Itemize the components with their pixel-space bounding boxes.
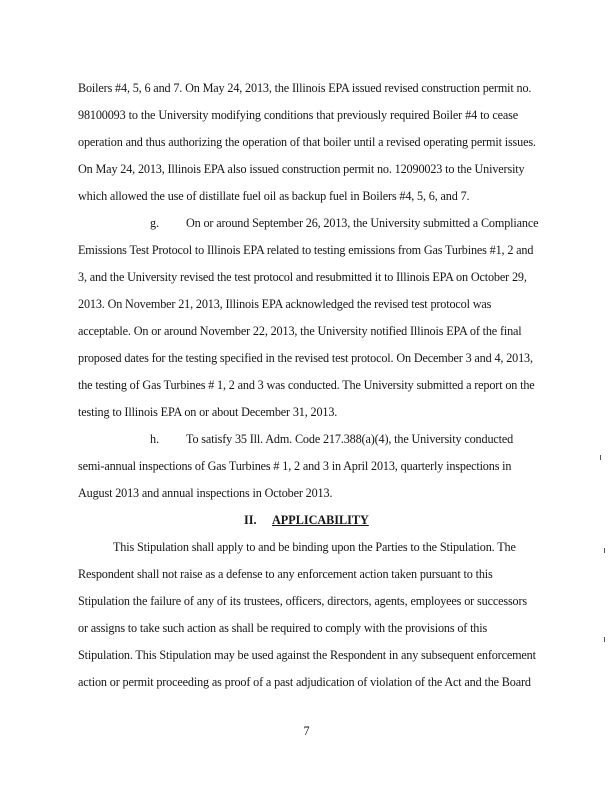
text-line: Stipulation the failure of any of its trustees, officers, directors, agents, employees or successors: [78, 594, 527, 608]
text-line: operation and thus authorizing the operation of that boiler until a revised operating permit issues.: [78, 135, 536, 149]
text-line: acceptable. On or around November 22, 2013, the University notified Illinois EPA of the final: [78, 324, 522, 338]
text-line: Respondent shall not raise as a defense to any enforcement action taken pursuant to this: [78, 567, 493, 581]
text-line: On or around September 26, 2013, the University submitted a Compliance: [186, 216, 539, 230]
text-line: This Stipulation shall apply to and be binding upon the Parties to the Stipulation. The: [113, 540, 516, 554]
text-line: testing to Illinois EPA on or about December 31, 2013.: [78, 405, 338, 419]
text-line: On May 24, 2013, Illinois EPA also issued construction permit no. 12090023 to the University: [78, 162, 525, 176]
list-marker: g.: [150, 216, 160, 230]
text-line: 98100093 to the University modifying conditions that previously required Boiler #4 to cease: [78, 108, 518, 122]
text-line: 3, and the University revised the test protocol and resubmitted it to Illinois EPA on October 29,: [78, 270, 527, 284]
text-line: proposed dates for the testing specified in the revised test protocol. On December 3 and 4, 2013,: [78, 351, 533, 365]
section-number: II.: [244, 513, 257, 527]
page-number: 7: [303, 724, 310, 738]
text-line: 2013. On November 21, 2013, Illinois EPA acknowledged the revised test protocol was: [78, 297, 492, 311]
text-line: Stipulation. This Stipulation may be used against the Respondent in any subsequent enforcement: [78, 648, 536, 662]
scan-speck: [604, 637, 605, 642]
scan-speck: [600, 455, 601, 460]
scan-speck: [604, 548, 605, 553]
text-line: the testing of Gas Turbines # 1, 2 and 3 was conducted. The University submitted a report on the: [78, 378, 535, 392]
text-line: To satisfy 35 Ill. Adm. Code 217.388(a)(4), the University conducted: [186, 432, 514, 446]
text-line: or assigns to take such action as shall be required to comply with the provisions of this: [78, 621, 488, 635]
text-line: Boilers #4, 5, 6 and 7. On May 24, 2013, the Illinois EPA issued revised construction permit no.: [78, 81, 532, 95]
section-title: APPLICABILITY: [272, 513, 369, 527]
list-marker: h.: [150, 432, 160, 446]
text-line: August 2013 and annual inspections in October 2013.: [78, 486, 333, 500]
text-line: which allowed the use of distillate fuel oil as backup fuel in Boilers #4, 5, 6, and 7.: [78, 189, 470, 203]
text-line: Emissions Test Protocol to Illinois EPA related to testing emissions from Gas Turbines #1, 2 and: [78, 243, 534, 257]
section-heading: [244, 512, 369, 528]
text-line: semi-annual inspections of Gas Turbines # 1, 2 and 3 in April 2013, quarterly inspections in: [78, 459, 512, 473]
text-line: action or permit proceeding as proof of a past adjudication of violation of the Act and the Board: [78, 675, 531, 689]
